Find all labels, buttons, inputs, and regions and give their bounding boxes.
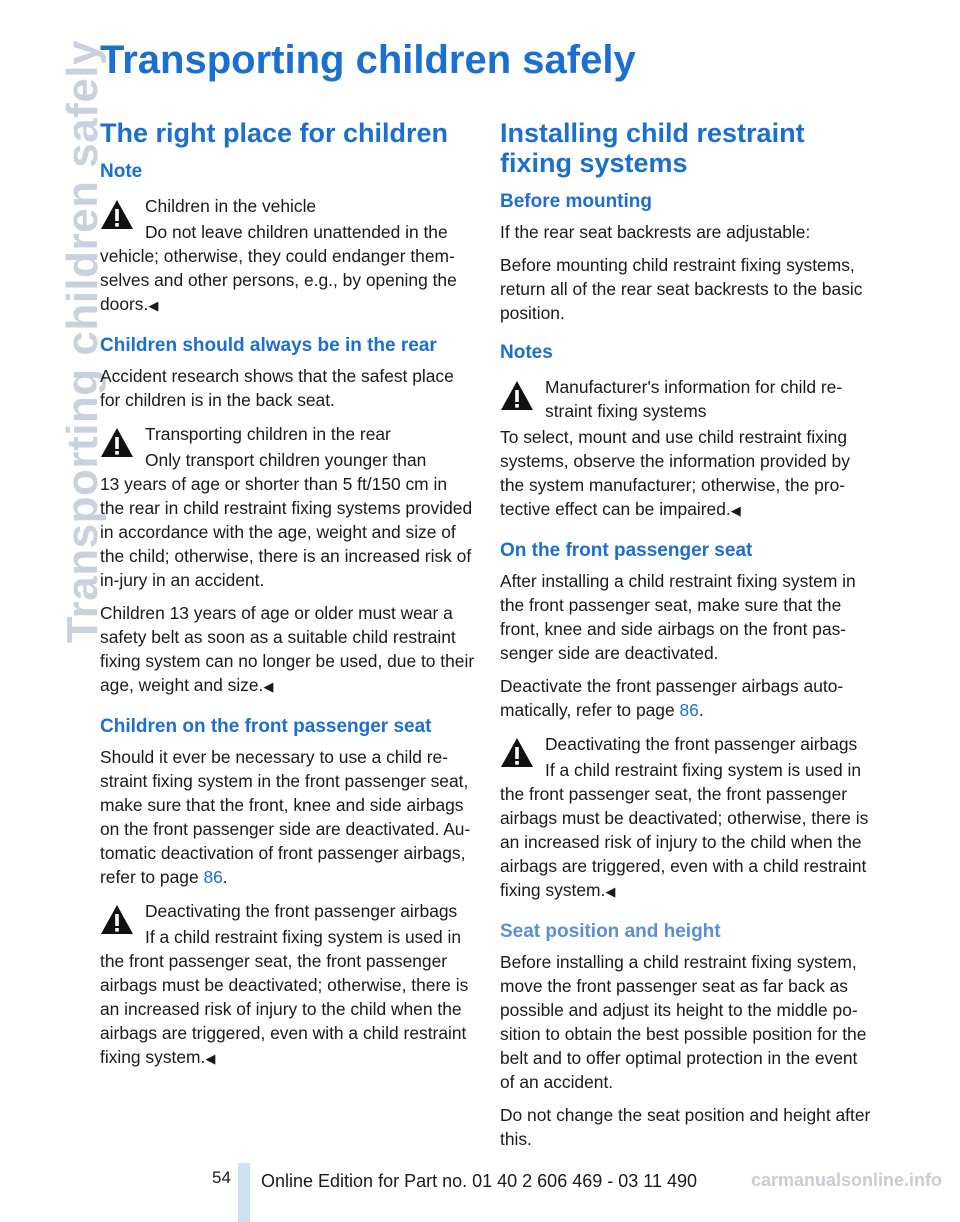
side-title	[0, 0, 107, 1222]
right-column	[500, 118, 875, 1160]
end-mark-icon: ◀	[205, 1051, 216, 1066]
front-seat-heading: On the front passenger seat	[500, 540, 753, 561]
warning-body-2-text: Children 13 years of age or older must wear a safety belt as soon as a suitable child restraint fixing system can no longer be used, due to their age, weight and size.	[100, 603, 475, 695]
warning-body	[500, 425, 875, 523]
warning-children-in-vehicle	[100, 194, 475, 318]
warning-head	[100, 194, 475, 244]
front-passenger-text-body: Should it ever be necessary to use a child re-straint fixing system in the front passenger seat, make sure that the front, knee and side airbags on the front passenger side are deactivated. Au-tomatic deactivation of front passenger airbags, refer to page	[100, 747, 471, 887]
warning-first-line: If a child restraint fixing system is used in	[545, 760, 862, 780]
front-passenger-heading: Children on the front passenger seat	[100, 716, 432, 737]
rear-heading: Children should always be in the rear	[100, 335, 437, 356]
footer-site-watermark: carmanualsonline.info	[750, 1170, 942, 1190]
front-seat-text-2-end: .	[698, 700, 704, 720]
warning-body-text: the front passenger seat, the front passenger airbags must be deactivated; otherwise, there is an increased risk of injury to the child when the airbags are triggered, even with a child restraint fixing system.	[500, 784, 869, 900]
seat-position-text-2: Do not change the seat position and height after this.	[500, 1105, 871, 1149]
side-title-text: Transporting children safely	[58, 40, 107, 644]
warning-first-line: Only transport children younger than	[145, 450, 427, 470]
front-seat-text-2	[500, 674, 875, 722]
warning-body	[500, 782, 875, 904]
page-title: Transporting children safely	[100, 38, 636, 82]
end-mark-icon: ◀	[730, 503, 741, 518]
footer-bar	[238, 1163, 250, 1222]
before-mounting-text-1: If the rear seat backrests are adjustable:	[500, 222, 811, 242]
note-heading: Note	[100, 161, 143, 182]
front-passenger-text-end: .	[222, 867, 228, 887]
end-mark-icon: ◀	[605, 884, 616, 899]
warning-body-text: the front passenger seat, the front passenger airbags must be deactivated; otherwise, there is an increased risk of injury to the child when the airbags are triggered, even with a child restraint fixing system.	[100, 951, 469, 1067]
section-title-installing: Installing child restraint fixing systems	[500, 118, 805, 178]
rear-text: Accident research shows that the safest place for children is in the back seat.	[100, 366, 454, 410]
warning-deactivating-airbags-right	[500, 732, 875, 904]
warning-body-text: vehicle; otherwise, they could endanger them-selves and other persons, e.g., by opening the doors.	[100, 246, 457, 314]
page-ref-link[interactable]: 86	[203, 867, 223, 887]
before-mounting-text-2: Before mounting child restraint fixing systems, return all of the rear seat backrests to the basic position.	[500, 255, 863, 323]
left-column	[100, 118, 475, 1080]
page-ref-link[interactable]: 86	[679, 700, 699, 720]
front-seat-text-2-body: Deactivate the front passenger airbags auto-matically, refer to page	[500, 676, 844, 720]
warning-triangle-icon	[100, 903, 134, 937]
footer-edition: Online Edition for Part no. 01 40 2 606 469 - 03 11 490	[261, 1171, 697, 1191]
warning-head	[100, 899, 475, 949]
warning-deactivating-airbags	[100, 899, 475, 1071]
warning-triangle-icon	[100, 198, 134, 232]
front-passenger-text	[100, 745, 475, 889]
section-title-right-place: The right place for children	[100, 118, 449, 148]
before-mounting-heading: Before mounting	[500, 191, 652, 212]
warning-triangle-icon	[100, 426, 134, 460]
warning-title: Deactivating the front passenger airbags	[145, 901, 458, 921]
end-mark-icon: ◀	[263, 679, 274, 694]
warning-title: Transporting children in the rear	[145, 424, 391, 444]
seat-position-heading: Seat position and height	[500, 921, 721, 942]
warning-body	[100, 949, 475, 1071]
front-seat-text-1: After installing a child restraint fixing system in the front passenger seat, make sure that the front, knee and side airbags on the front pas-senger side are deactivated.	[500, 571, 856, 663]
seat-position-text-1: Before installing a child restraint fixing system, move the front passenger seat as far back as possible and adjust its height to the middle po-sition to obtain the best possible position for the belt and to offer optimal protection in the event of an accident.	[500, 952, 867, 1092]
warning-first-line: If a child restraint fixing system is used in	[145, 927, 462, 947]
notes-heading: Notes	[500, 342, 553, 363]
warning-first-line: Do not leave children unattended in the	[145, 222, 448, 242]
warning-manufacturer-info	[500, 375, 875, 523]
warning-title: Deactivating the front passenger airbags	[545, 734, 858, 754]
warning-head	[100, 422, 475, 472]
warning-body	[100, 244, 475, 318]
warning-head	[500, 732, 875, 782]
warning-body: 13 years of age or shorter than 5 ft/150 cm in the rear in child restraint fixing systems provided in accordance with the age, weight and size of the child; otherwise, there is an increased risk of in-jury in an accident.	[100, 474, 473, 590]
warning-title: Children in the vehicle	[145, 196, 317, 216]
warning-head	[500, 375, 875, 423]
end-mark-icon: ◀	[148, 298, 159, 313]
warning-body-text: To select, mount and use child restraint fixing systems, observe the information provided by the system manufacturer; otherwise, the pro-tective effect can be impaired.	[500, 427, 850, 519]
warning-triangle-icon	[500, 736, 534, 770]
warning-triangle-icon	[500, 379, 534, 413]
warning-transporting-rear	[100, 422, 475, 699]
warning-title: Manufacturer's information for child re-straint fixing systems	[545, 377, 843, 421]
page-number: 54	[212, 1168, 231, 1187]
warning-body-2	[100, 601, 475, 699]
